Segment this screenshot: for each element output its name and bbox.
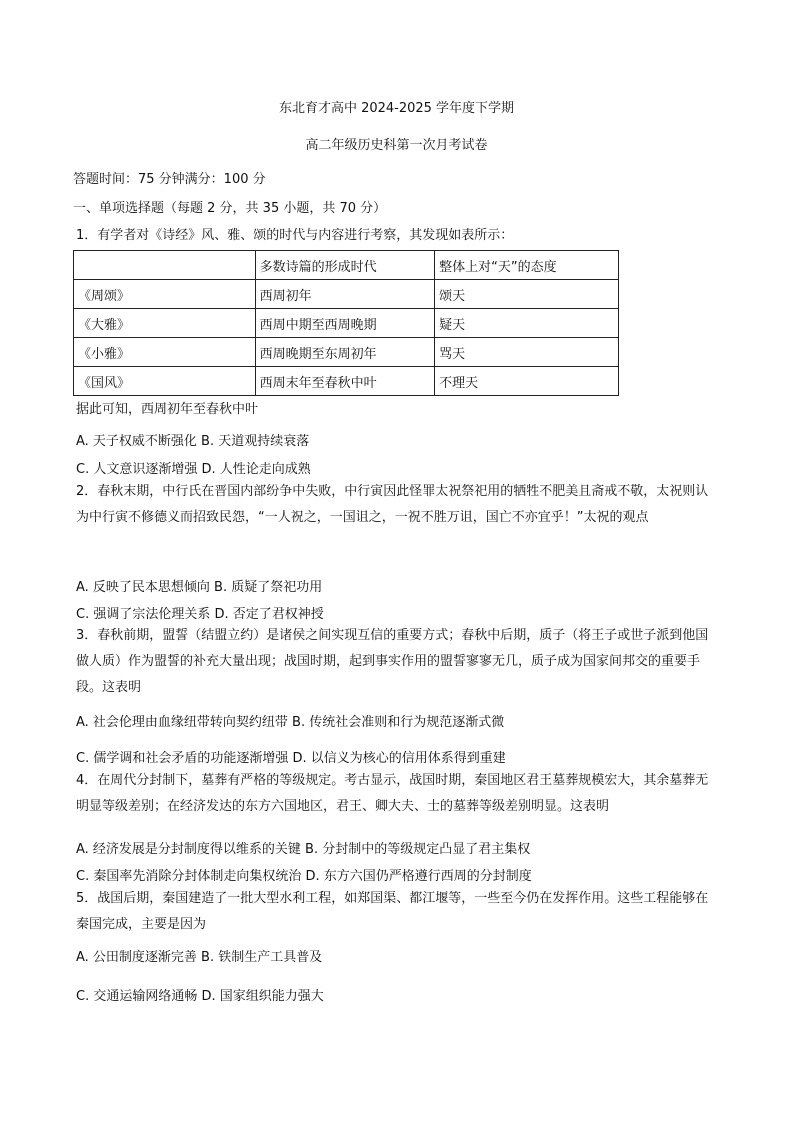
question-2-option-ab: A. 反映了民本思想倾向 B. 质疑了祭祀功用 [76, 580, 323, 595]
question-5-option-ab: A. 公田制度逐渐完善 B. 铁制生产工具普及 [76, 950, 323, 965]
table-row [74, 338, 619, 367]
poetry-table [73, 250, 619, 396]
question-4-stem: 4．在周代分封制下，墓葬有严格的等级规定。考古显示，战国时期，秦国地区君王墓葬规模宏大，其余墓葬无明显等级差别；在经济发达的东方六国地区，君王、卿大夫、士的墓葬等级差别明显。这表明 [76, 773, 709, 814]
question-3-option-cd: C. 儒学调和社会矛盾的功能逐渐增强 D. 以信义为核心的信用体系得到重建 [76, 751, 506, 766]
table-header-row [74, 251, 619, 280]
question-3-option-ab: A. 社会伦理由血缘纽带转向契约纽带 B. 传统社会准则和行为规范逐渐式微 [76, 715, 505, 730]
question-5-stem: 5．战国后期，秦国建造了一批大型水利工程，如郑国渠、都江堰等，一些至今仍在发挥作用。这些工程能够在秦国完成，主要是因为 [76, 891, 709, 932]
table-row [74, 367, 619, 396]
question-5-option-cd: C. 交通运输网络通畅 D. 国家组织能力强大 [76, 989, 324, 1004]
table-cell: 《大雅》 [74, 309, 256, 338]
question-2-stem: 2．春秋末期，中行氏在晋国内部纷争中失败，中行寅因此怪罪太祝祭祀用的牺牲不肥美且斋戒不敬，太祝则认为中行寅不修德义而招致民怨，“一人祝之，一国诅之，一祝不胜万诅，国亡不亦宜乎！”太祝的观点 [76, 484, 709, 525]
question-1-option-ab: A. 天子权威不断强化 B. 天道观持续衰落 [76, 434, 310, 449]
table-cell: 颂天 [435, 280, 619, 309]
section-title: 一、单项选择题（每题 2 分，共 35 小题，共 70 分） [73, 201, 387, 216]
question-3-stem: 3．春秋前期，盟誓（结盟立约）是诸侯之间实现互信的重要方式；春秋中后期，质子（将王子或世子派到他国做人质）作为盟誓的补充大量出现；战国时期，起到事实作用的盟誓寥寥无几，质子成为国家间邦交的重要手段。这表明 [76, 628, 709, 695]
table-row [74, 280, 619, 309]
table-cell: 疑天 [435, 309, 619, 338]
table-cell: 西周晚期至东周初年 [255, 338, 435, 367]
table-cell: 骂天 [435, 338, 619, 367]
question-4-option-ab: A. 经济发展是分封制度得以维系的关键 B. 分封制中的等级规定凸显了君主集权 [76, 842, 531, 857]
school-line: 东北育才高中 2024-2025 学年度下学期 [278, 101, 515, 116]
table-cell: 西周中期至西周晚期 [255, 309, 435, 338]
question-1-option-cd: C. 人文意识逐渐增强 D. 人性论走向成熟 [76, 462, 311, 477]
table-header-cell: 整体上对“天”的态度 [435, 251, 619, 280]
table-cell: 不理天 [435, 367, 619, 396]
time-info: 答题时间：75 分钟满分：100 分 [73, 172, 266, 187]
table-cell: 《周颂》 [74, 280, 256, 309]
question-1-after: 据此可知，西周初年至春秋中叶 [76, 402, 259, 417]
table-header-cell: 多数诗篇的形成时代 [255, 251, 435, 280]
table-header-cell [74, 251, 256, 280]
exam-title: 高二年级历史科第一次月考试卷 [305, 138, 488, 153]
table-row [74, 309, 619, 338]
question-1-stem: 1．有学者对《诗经》风、雅、颂的时代与内容进行考察，其发现如表所示： [76, 228, 514, 243]
table-cell: 《小雅》 [74, 338, 256, 367]
table-cell: 《国风》 [74, 367, 256, 396]
question-2-option-cd: C. 强调了宗法伦理关系 D. 否定了君权神授 [76, 607, 324, 622]
table-cell: 西周初年 [255, 280, 435, 309]
table-cell: 西周末年至春秋中叶 [255, 367, 435, 396]
question-4-option-cd: C. 秦国率先消除分封体制走向集权统治 D. 东方六国仍严格遵行西周的分封制度 [76, 869, 532, 884]
